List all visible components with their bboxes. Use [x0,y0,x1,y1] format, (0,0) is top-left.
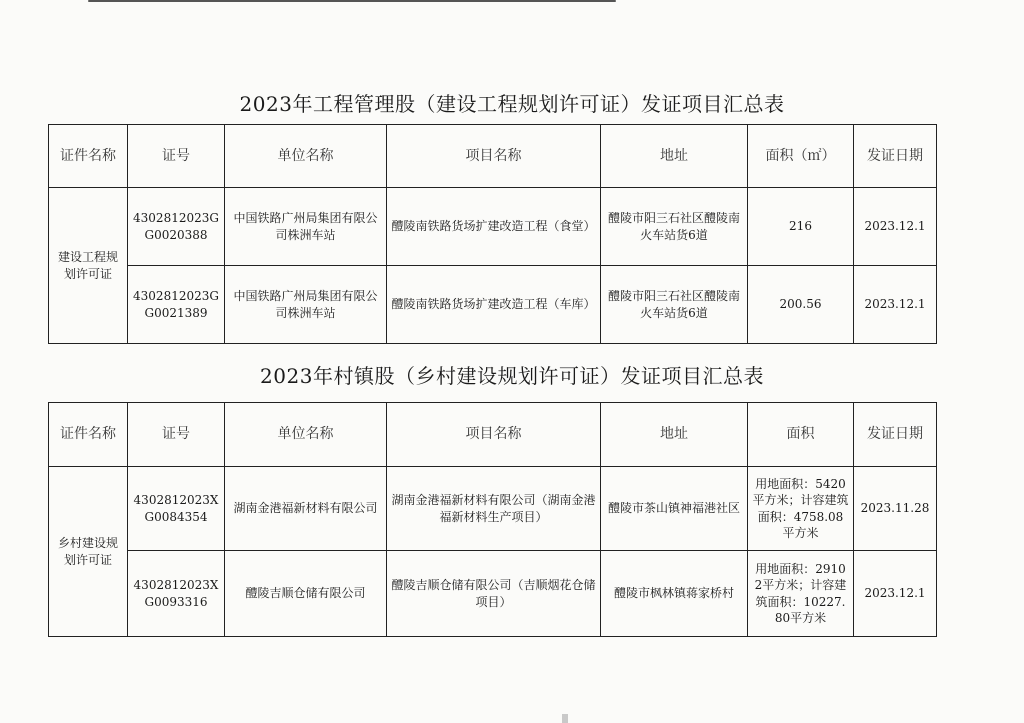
header-unit: 单位名称 [225,125,387,188]
table-row [49,266,937,344]
scan-edge-line [88,0,616,2]
cert-no-cell: 4302812023GG0020388 [128,188,225,266]
cert-name-cell: 乡村建设规划许可证 [49,467,128,637]
cert-no-cell: 4302812023XG0084354 [128,467,225,551]
project-cell: 湖南金港福新材料有限公司（湖南金港福新材料生产项目） [387,467,601,551]
date-cell: 2023.12.1 [854,551,937,637]
unit-cell: 中国铁路广州局集团有限公司株洲车站 [225,266,387,344]
header-address: 地址 [601,403,748,467]
project-cell: 醴陵南铁路货场扩建改造工程（车库） [387,266,601,344]
header-address: 地址 [601,125,748,188]
date-cell: 2023.11.28 [854,467,937,551]
table2 [48,402,937,637]
header-date: 发证日期 [854,125,937,188]
unit-cell: 醴陵吉顺仓储有限公司 [225,551,387,637]
table2-title: 2023年村镇股（乡村建设规划许可证）发证项目汇总表 [260,364,764,388]
header-date: 发证日期 [854,403,937,467]
address-cell: 醴陵市阳三石社区醴陵南火车站货6道 [601,266,748,344]
project-cell: 醴陵吉顺仓储有限公司（吉顺烟花仓储项目） [387,551,601,637]
date-cell: 2023.12.1 [854,266,937,344]
scan-mark [562,714,568,723]
unit-cell: 湖南金港福新材料有限公司 [225,467,387,551]
header-area: 面积 [748,403,854,467]
cert-no-cell: 4302812023XG0093316 [128,551,225,637]
header-cert-no: 证号 [128,125,225,188]
address-cell: 醴陵市枫林镇蒋家桥村 [601,551,748,637]
cert-name-cell: 建设工程规划许可证 [49,188,128,344]
cert-no-cell: 4302812023GG0021389 [128,266,225,344]
header-project: 项目名称 [387,125,601,188]
header-cert-name: 证件名称 [49,403,128,467]
address-cell: 醴陵市茶山镇神福港社区 [601,467,748,551]
header-project: 项目名称 [387,403,601,467]
area-cell: 用地面积：29102平方米；计容建筑面积：10227.80平方米 [748,551,854,637]
table-row [49,551,937,637]
area-cell: 216 [748,188,854,266]
date-cell: 2023.12.1 [854,188,937,266]
table-row [49,188,937,266]
area-cell: 200.56 [748,266,854,344]
table-row [49,467,937,551]
address-cell: 醴陵市阳三石社区醴陵南火车站货6道 [601,188,748,266]
header-unit: 单位名称 [225,403,387,467]
unit-cell: 中国铁路广州局集团有限公司株洲车站 [225,188,387,266]
header-cert-no: 证号 [128,403,225,467]
header-cert-name: 证件名称 [49,125,128,188]
table1 [48,124,937,344]
header-area: 面积（㎡） [748,125,854,188]
table1-title: 2023年工程管理股（建设工程规划许可证）发证项目汇总表 [239,92,785,116]
table2-header-row [49,403,937,467]
area-cell: 用地面积：5420平方米；计容建筑面积：4758.08平方米 [748,467,854,551]
project-cell: 醴陵南铁路货场扩建改造工程（食堂） [387,188,601,266]
table1-header-row [49,125,937,188]
